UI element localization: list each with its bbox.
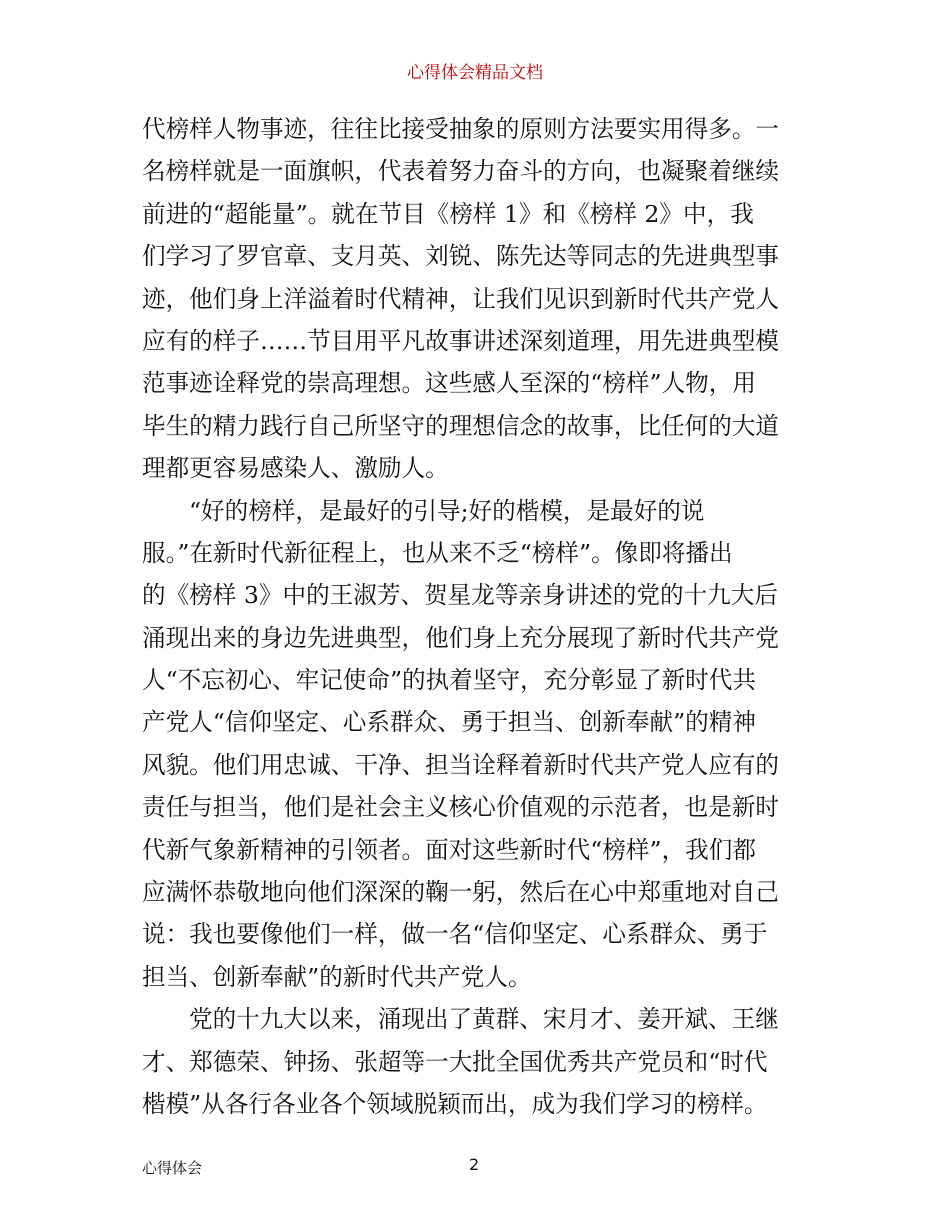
text-line: 说：我也要像他们一样，做一名“信仰坚定、心系群众、勇于 bbox=[142, 920, 768, 949]
paragraph bbox=[142, 490, 810, 999]
text-line: 代榜样人物事迹，往往比接受抽象的原则方法要实用得多。一 bbox=[142, 115, 780, 143]
text-line: “好的榜样，是最好的引导;好的楷模，是最好的说 bbox=[189, 496, 705, 525]
text-line: 才、郑德荣、钟扬、张超等一大批全国优秀共产党员和“时代 bbox=[142, 1047, 768, 1076]
text-line: 责任与担当，他们是社会主义核心价值观的示范者，也是新时 bbox=[142, 793, 780, 822]
footer-label: 心得体会 bbox=[142, 1159, 203, 1177]
document-body bbox=[142, 108, 810, 1125]
text-line: 人“不忘初心、牢记使命”的执着坚守，充分彰显了新时代共 bbox=[142, 666, 756, 695]
text-line: 担当、创新奉献”的新时代共产党人。 bbox=[142, 962, 532, 991]
text-line: 应有的样子……节目用平凡故事讲述深刻道理，用先进典型模 bbox=[142, 326, 780, 355]
text-line: 代新气象新精神的引领者。面对这些新时代“榜样”，我们都 bbox=[142, 835, 756, 864]
text-line: 迹，他们身上洋溢着时代精神，让我们见识到新时代共产党人 bbox=[142, 284, 780, 313]
text-line: 毕生的精力践行自己所坚守的理想信念的故事，比任何的大道 bbox=[142, 411, 780, 440]
text-line: 服。”在新时代新征程上，也从来不乏“榜样”。像即将播出 bbox=[142, 538, 733, 567]
text-line: 涌现出来的身边先进典型，他们身上充分展现了新时代共产党 bbox=[142, 623, 780, 652]
text-line: 风貌。他们用忠诚、干净、担当诠释着新时代共产党人应有的 bbox=[142, 750, 780, 779]
paragraph bbox=[142, 108, 810, 490]
text-line: 范事迹诠释党的崇高理想。这些感人至深的“榜样”人物，用 bbox=[142, 369, 756, 398]
text-line: 产党人“信仰坚定、心系群众、勇于担当、创新奉献”的精神 bbox=[142, 708, 756, 737]
text-line: 名榜样就是一面旗帜，代表着努力奋斗的方向，也凝聚着继续 bbox=[142, 157, 780, 186]
text-line: 楷模”从各行各业各个领域脱颖而出，成为我们学习的榜样。 bbox=[142, 1089, 768, 1118]
paragraph bbox=[142, 998, 810, 1125]
page-header-title: 心得体会精品文档 bbox=[407, 63, 543, 83]
page-number: 2 bbox=[469, 1155, 480, 1174]
text-line: 们学习了罗官章、支月英、刘锐、陈先达等同志的先进典型事 bbox=[142, 242, 780, 271]
text-line: 党的十九大以来，涌现出了黄群、宋月才、姜开斌、王继 bbox=[189, 1005, 779, 1034]
text-line: 应满怀恭敬地向他们深深的鞠一躬，然后在心中郑重地对自己 bbox=[142, 878, 780, 907]
text-line: 前进的“超能量”。就在节目《榜样 1》和《榜样 2》中，我 bbox=[142, 199, 754, 228]
text-line: 的《榜样 3》中的王淑芳、贺星龙等亲身讲述的党的十九大后 bbox=[142, 581, 778, 610]
text-line: 理都更容易感染人、激励人。 bbox=[142, 454, 449, 483]
